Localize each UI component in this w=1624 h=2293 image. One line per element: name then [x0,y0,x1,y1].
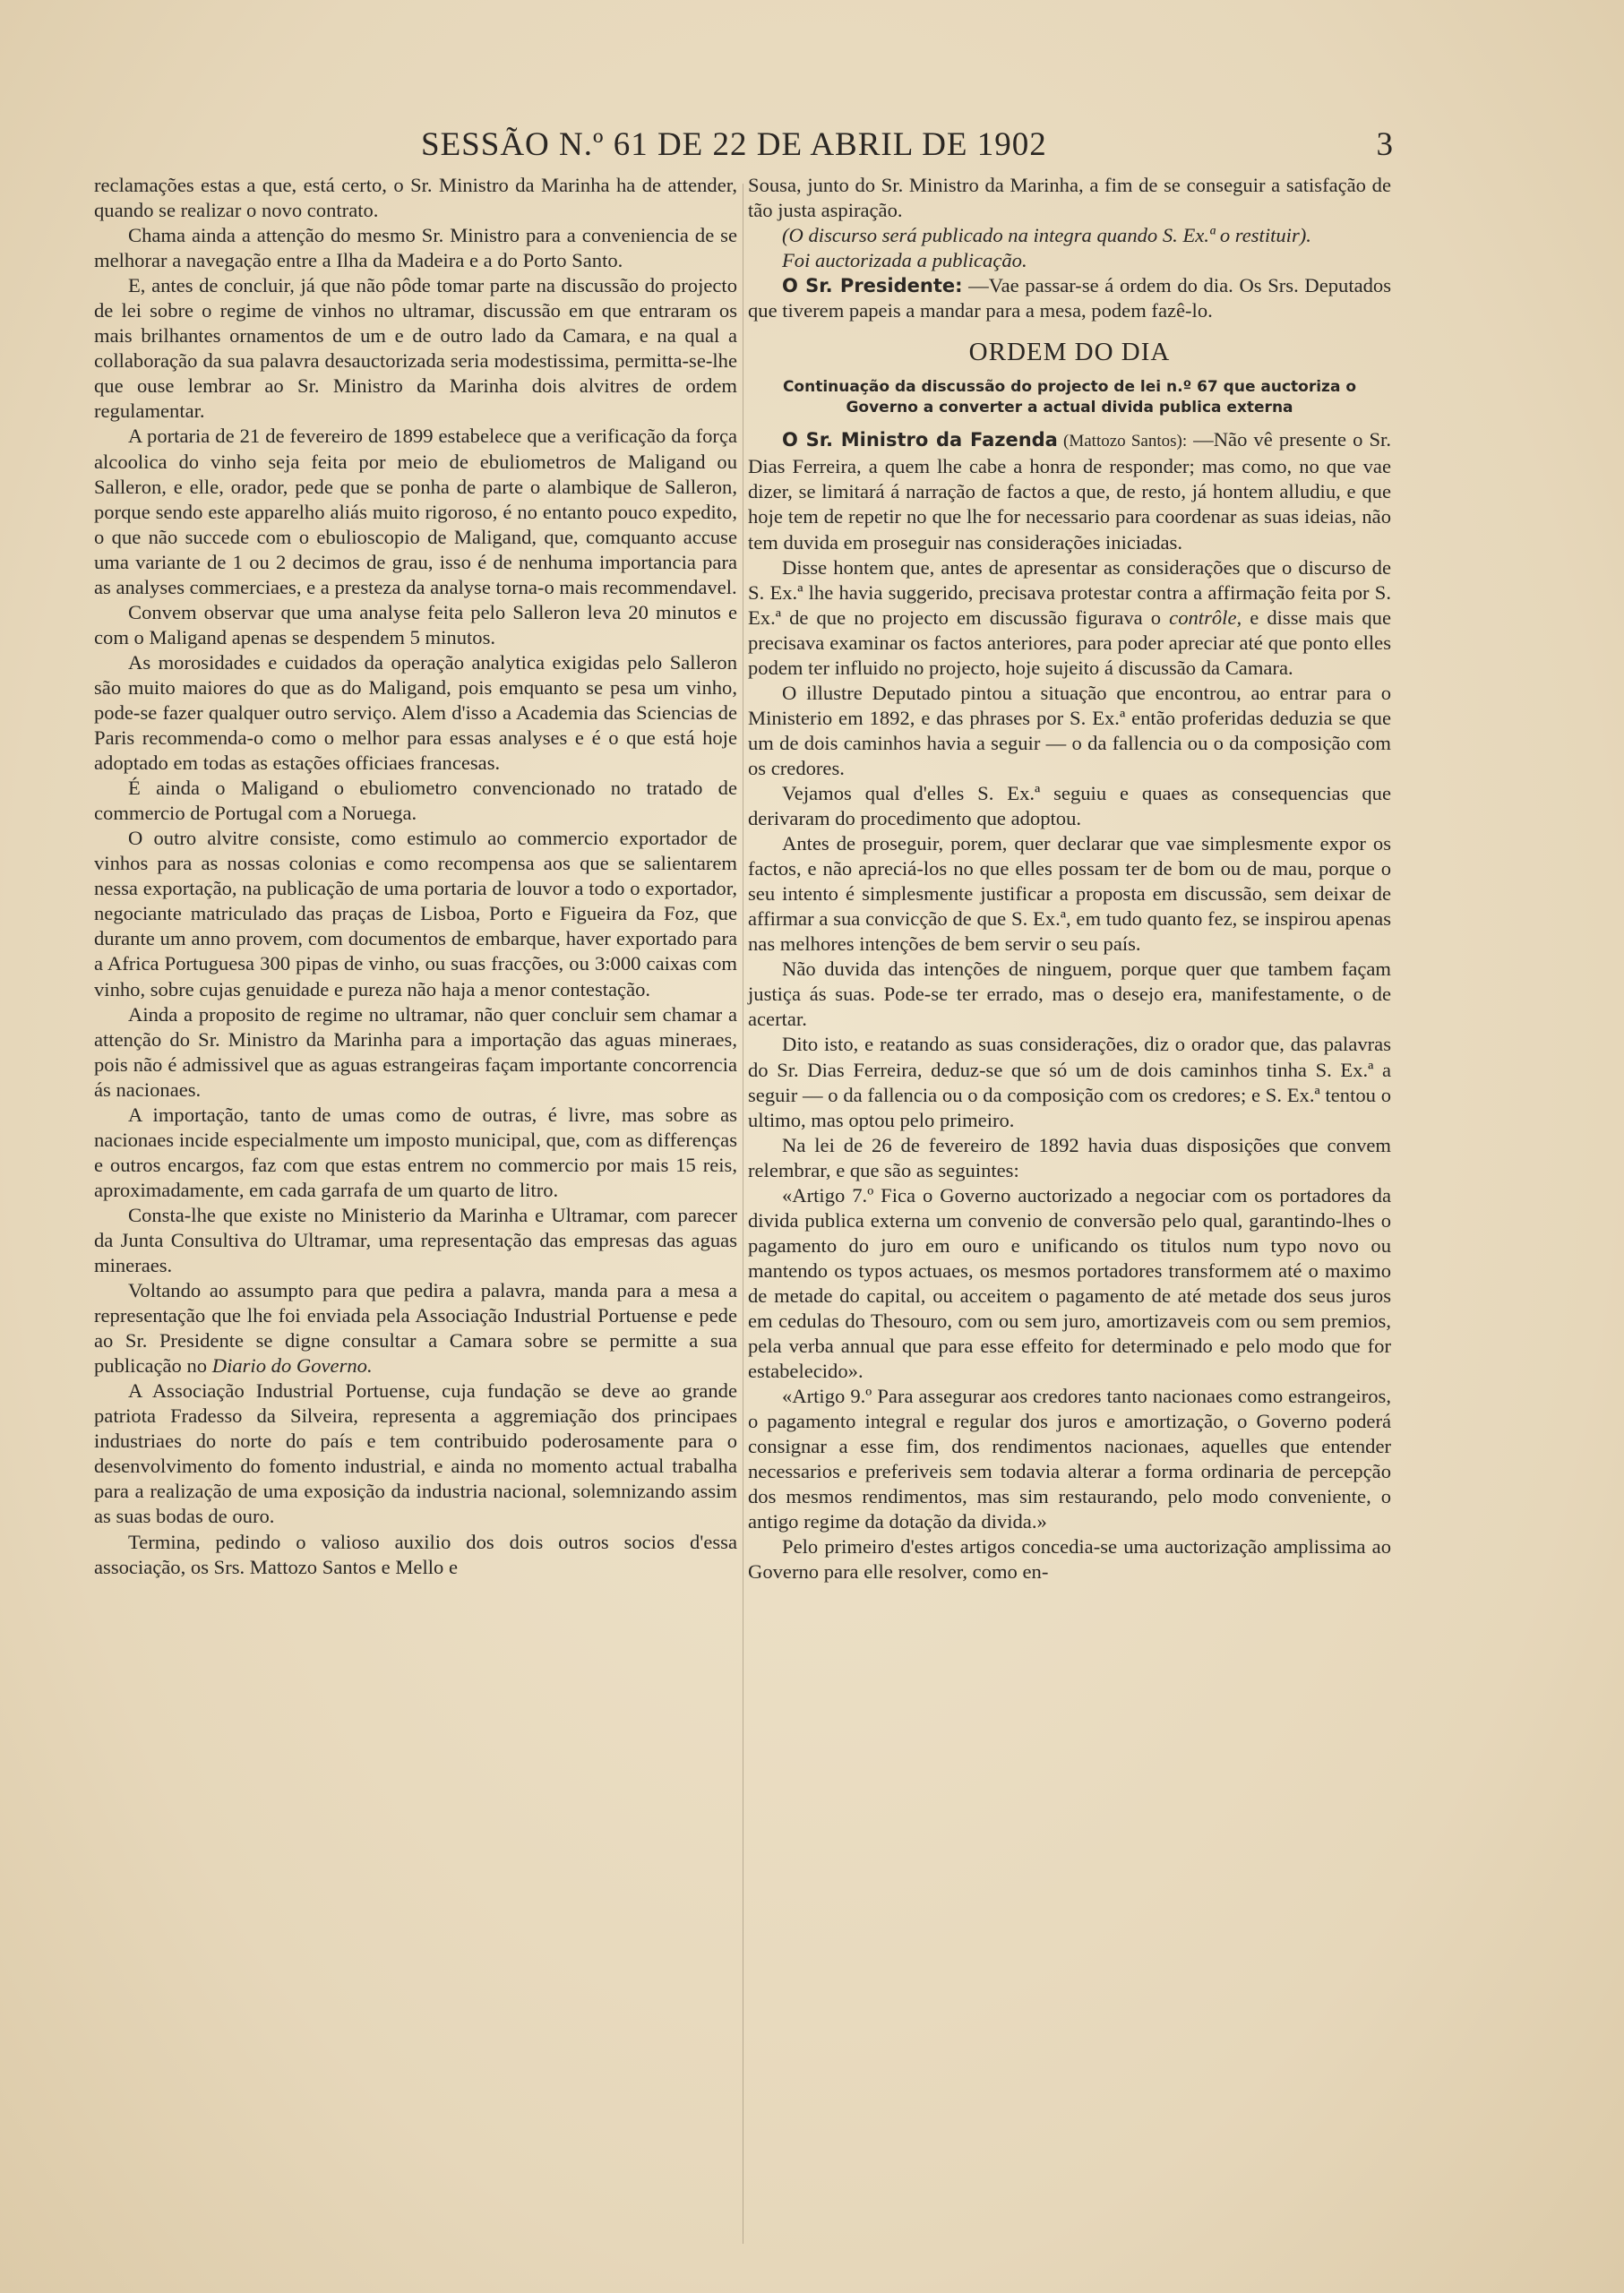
paragraph [748,427,1391,554]
speech-text: —Não vê presente o Sr. Dias Ferreira, a quem lhe cabe a honra de responder; mas como, no que vae dizer, se limitará á narração de factos a que, de resto, já hontem alludiu, e que hoje tem de repetir no que lhe for necessario para coordenar as suas ideias, não tem duvida em proseguir nas considerações iniciadas. [748,428,1391,554]
speaker-name: O Sr. Presidente: [782,275,963,297]
paragraph: A importação, tanto de umas como de outras, é livre, mas sobre as nacionaes incide especialmente um imposto municipal, que, com as differenças e outros encargos, faz com que estas entrem no commercio por mais 15 reis, aproximadamente, em cada garrafa de um quarto de litro. [94,1103,737,1201]
speaker-detail: (Mattozo Santos): [1057,432,1188,451]
paragraph-text: Voltando ao assumpto para que pedira a palavra, manda para a mesa a representação que lhe foi enviada pela Associação Industrial Portuense e pede ao Sr. Presidente se digne consultar a Camara sobre se permitte a sua publicação no [94,1279,737,1378]
speech-text: —Vae passar-se á ordem do dia. Os Srs. Deputados que tiverem papeis a mandar para a mesa, podem fazê-lo. [748,274,1392,322]
paragraph: «Artigo 9.º Para assegurar aos credores tanto nacionaes como estrangeiros, o pagamento integral e regular dos juros e amortização, o Governo poderá consignar a esse fim, dos rendimentos nacionaes, aquelles que entender necessarios e preferiveis sem todavia alterar a forma ordinaria de percepção dos mesmos rendimentos, mas sim restaurando, pelo modo conveniente, o antigo regime da dotação da divida.» [748,1385,1391,1533]
paragraph: E, antes de concluir, já que não pôde tomar parte na discussão do projecto de lei sobre o regime de vinhos no ultramar, discussão em que entraram os mais brilhantes ornamentos de um e de outro lado da Camara, e na qual a collaboração da sua palavra desauctorizada seria modestissima, permitta-se-lhe que ouse lembrar ao Sr. Ministro da Marinha dois alvitres de ordem regulamentar. [94,274,737,423]
paragraph-text: Disse hontem que, antes de apresentar as considerações que o discurso de S. Ex.ª lhe havia suggerido, precisava protestar contra a affirmação feita por S. Ex.ª de que no projecto em discussão figurava o [748,555,1391,629]
paragraph: Vejamos qual d'elles S. Ex.ª seguiu e quaes as consequencias que derivaram do procedimento que adoptou. [748,781,1391,830]
paragraph: Antes de proseguir, porem, quer declarar que vae simplesmente expor os factos, e não apreciá-los no que elles possam ter de bom ou de mau, porque o seu intento é simplesmente justificar a proposta em discussão, sem deixar de affirmar a sua convicção de que S. Ex.ª, em tudo quanto fez, se inspirou apenas nas melhores intenções de bem servir o seu país. [748,832,1391,956]
paragraph [748,555,1391,681]
paragraph [748,223,1391,248]
right-column [748,173,1391,1584]
paragraph: A portaria de 21 de fevereiro de 1899 estabelece que a verificação da força alcoolica do vinho seja feita por meio de ebuliometros de Maligand ou Salleron, e elle, orador, pede que se ponha de parte o alambique de Salleron, porque sendo este apparelho aliás muito rigoroso, é no entanto pouco expedito, o que não succede com o ebulioscopio de Maligand, que, comquanto accuse uma variante de 1 ou 2 decimos de grau, isso é de nenhuma importancia para as analyses commerciaes, e a presteza da analyse torna-o mais recommendavel. [94,425,737,598]
paragraph: «Artigo 7.º Fica o Governo auctorizado a negociar com os portadores da divida publica externa um convenio de conversão pelo qual, garantindo-lhes o pagamento do juro em ouro e unificando os titulos num typo novo ou mantendo os typos actuaes, os mesmos portadores transformem até o maximo de metade do capital, ou acceitem o pagamento de até metade dos seus juros em cedulas do Thesouro, com ou sem juro, amortizaveis com ou sem premios, pela verba annual que para esse effeito for determinado e pelo modo que for estabelecido». [748,1183,1391,1383]
speaker-name: O Sr. Ministro da Fazenda [782,429,1058,451]
paragraph: Termina, pedindo o valioso auxilio dos dois outros socios d'essa associação, os Srs. Mattozo Santos e Mello e [94,1530,737,1578]
paragraph: Não duvida das intenções de ninguem, porque quer que tambem façam justiça ás suas. Pode-se ter errado, mas o desejo era, manifestamente, o de acertar. [748,958,1391,1031]
section-title: ORDEM DO DIA [968,338,1171,367]
paragraph [94,1278,737,1378]
paragraph: reclamações estas a que, está certo, o Sr. Ministro da Marinha ha de attender, quando se realizar o novo contrato. [94,174,737,222]
left-column [94,173,737,1580]
paragraph: O illustre Deputado pintou a situação que encontrou, ao entrar para o Ministerio em 1892, e das phrases por S. Ex.ª então proferidas deduzia se que um de dois caminhos havia a seguir — o da fallencia ou o da composição com os credores. [748,681,1391,779]
editorial-note: Foi auctorizada a publicação. [782,249,1027,272]
paragraph: É ainda o Maligand o ebuliometro convencionado no tratado de commercio de Portugal com a Noruega. [94,777,737,825]
paragraph: Ainda a proposito de regime no ultramar, não quer concluir sem chamar a attenção do Sr. Ministro da Marinha para a importação das aguas mineraes, pois não é admissivel que as aguas estrangeiras façam importante concorrencia ás nacionaes. [94,1002,737,1101]
paragraph: A Associação Industrial Portuense, cuja fundação se deve ao grande patriota Fradesso da Silveira, representa a aggremiação dos principaes industriaes do norte do país e tem contribuido poderosamente para o desenvolvimento do fomento industrial, e ainda no momento actual trabalha para a realização de uma exposição da industria nacional, solemnizando assim as suas bodas de ouro. [94,1379,737,1528]
section-subtitle: Continuação da discussão do projecto de lei n.º 67 que auctoriza o Governo a converter a actual divida publica externa [782,378,1357,417]
paragraph: Sousa, junto do Sr. Ministro da Marinha, a fim de se conseguir a satisfação de tão justa aspiração. [748,174,1391,222]
paragraph: Pelo primeiro d'estes artigos concedia-se uma auctorização amplissima ao Governo para elle resolver, como en- [748,1535,1391,1584]
paragraph: Dito isto, e reatando as suas considerações, diz o orador que, das palavras do Sr. Dias Ferreira, deduz-se que só um de dois caminhos tinha S. Ex.ª a seguir — o da fallencia ou o da composição com os credores; e S. Ex.ª tentou o ultimo, mas optou pelo primeiro. [748,1033,1391,1131]
italic-term: contrôle, [1169,605,1242,629]
session-title: SESSÃO N.º 61 DE 22 DE ABRIL DE 1902 [421,126,1047,163]
paragraph [748,248,1391,273]
paragraph: Consta-lhe que existe no Ministerio da Marinha e Ultramar, com parecer da Junta Consultiva do Ultramar, uma representação das empresas das aguas mineraes. [94,1203,737,1277]
paragraph: Na lei de 26 de fevereiro de 1892 havia duas disposições que convem relembrar, e que são as seguintes: [748,1133,1391,1181]
editorial-note: (O discurso será publicado na integra quando S. Ex.ª o restituir). [782,224,1311,247]
paragraph: As morosidades e cuidados da operação analytica exigidas pelo Salleron são muito maiores do que as do Maligand, pois emquanto se pesa um vinho, pode-se fazer qualquer outro serviço. Alem d'isso a Academia das Sciencias de Paris recommenda-o como o melhor para essas analyses e é o que está hoje adoptado em todas as estações officiaes francesas. [94,650,737,775]
paragraph [748,273,1391,323]
paragraph: Chama ainda a attenção do mesmo Sr. Ministro para a conveniencia de se melhorar a navegação entre a Ilha da Madeira e a do Porto Santo. [94,224,737,272]
paragraph-text: e disse mais que precisava examinar os factos anteriores, para poder apreciar até que ponto elles podem ter influido no projecto, hoje sujeito á discussão da Camara. [748,605,1392,679]
page-header [94,125,1393,172]
page-number: 3 [1376,126,1393,163]
paragraph: O outro alvitre consiste, como estimulo ao commercio exportador de vinhos para as nossas colonias e como recompensa aos que se salientarem nessa exportação, na publicação de uma portaria de louvor a todo o exportador, negociante matriculado das praças de Lisboa, Porto e Figueira da Foz, que durante um anno provem, com documentos de embarque, haver exportado para a Africa Portuguesa 300 pipas de vinho, ou suas fracções, ou 3:000 caixas com vinho, sobre cujas genuidade e pureza não haja a menor contestação. [94,827,737,1001]
publication-name: Diario do Governo. [211,1354,373,1378]
paragraph: Convem observar que uma analyse feita pelo Salleron leva 20 minutos e com o Maligand apenas se despendem 5 minutos. [94,600,737,648]
